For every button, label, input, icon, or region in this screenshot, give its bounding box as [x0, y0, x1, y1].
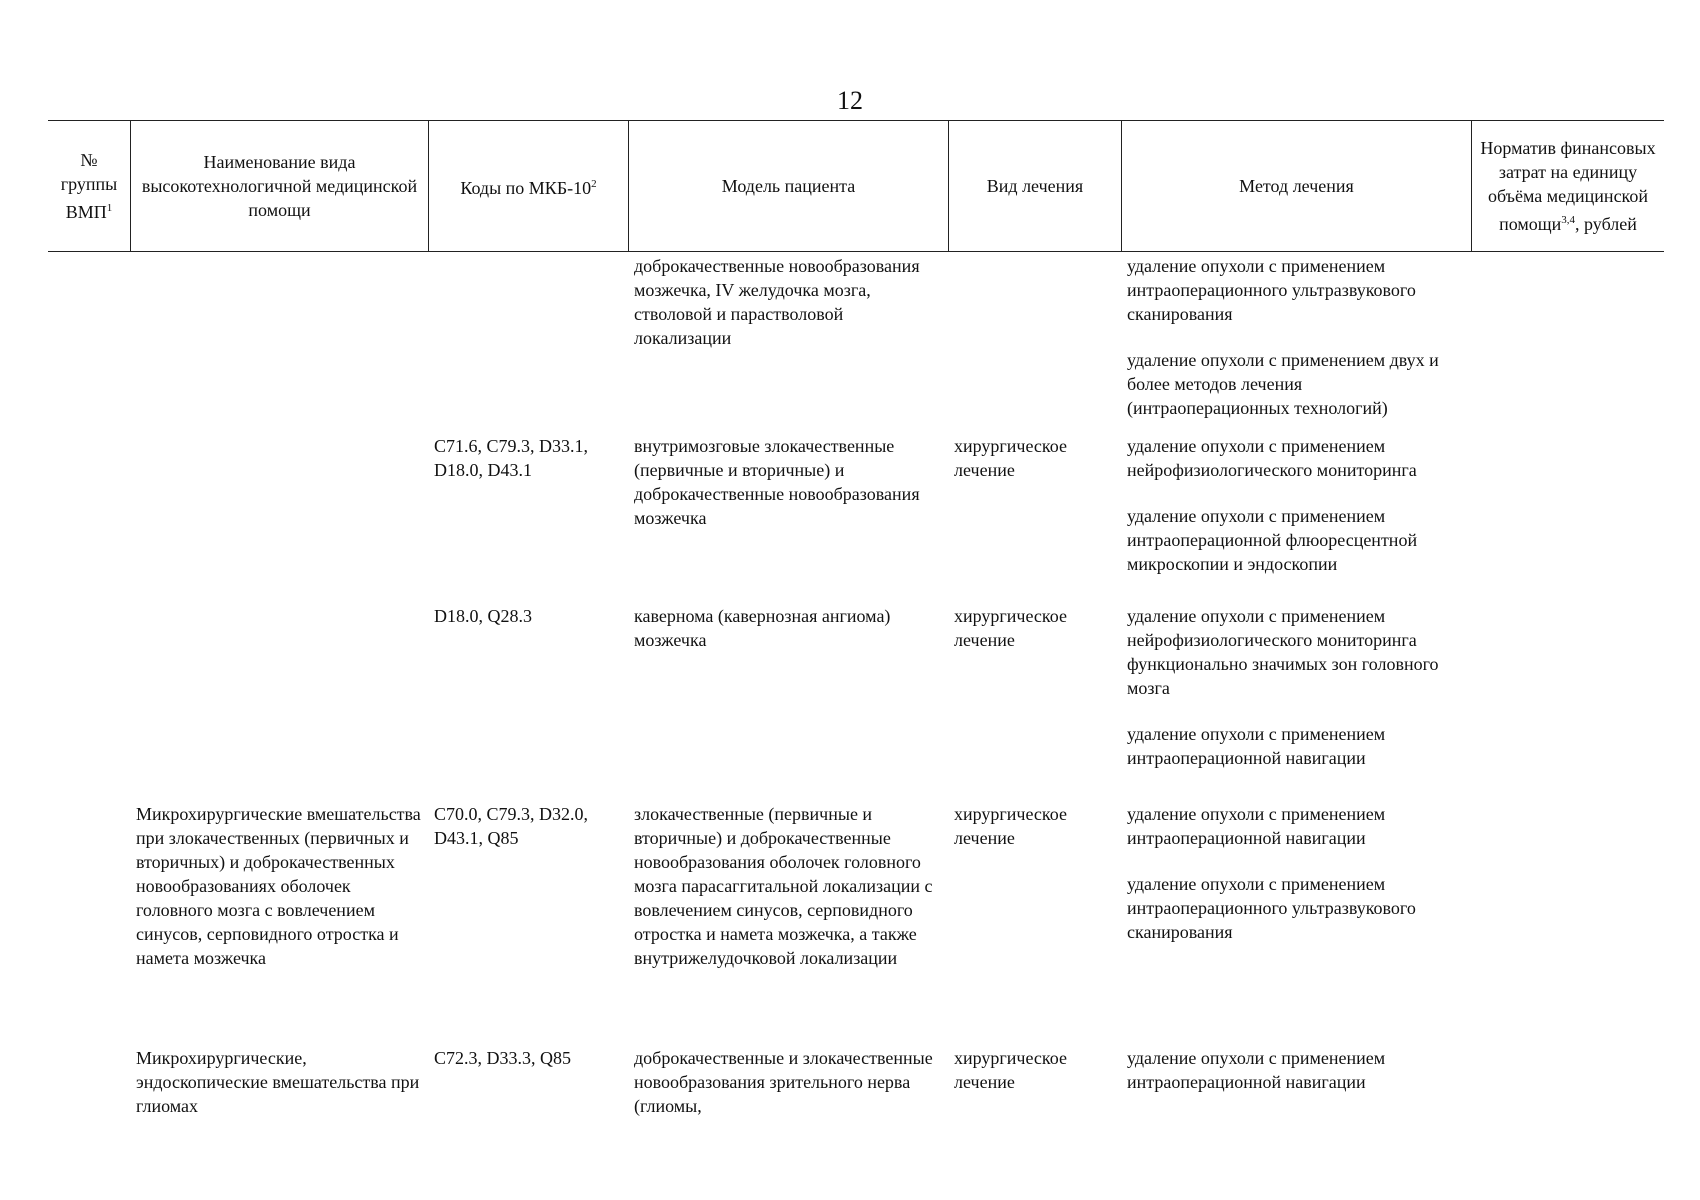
cell-treatment-type: хирургическое лечение: [954, 804, 1067, 848]
method-item: удаление опухоли с применением интраоперационной навигации: [1127, 1048, 1386, 1092]
header-cost-standard-label: Норматив финансовых затрат на единицу объёма медицинской помощи: [1480, 138, 1656, 234]
cell-patient-model: злокачественные (первичные и вторичные) и доброкачественные новообразования оболочек головного мозга парасаггитальной локализации с вовлечением синусов, серповидного отростка и намета мозжечка, а также внутрижелудочковой локализации: [634, 804, 933, 968]
method-item: удаление опухоли с применением интраоперационной навигации: [1127, 804, 1386, 848]
cell-icd-codes: C71.6, C79.3, D33.1, D18.0, D43.1: [434, 436, 589, 480]
method-item: удаление опухоли с применением интраоперационного ультразвукового сканирования: [1127, 256, 1416, 324]
method-item: удаление опухоли с применением двух и более методов лечения (интраоперационных технологий): [1127, 350, 1439, 418]
header-icd-codes-footnote: 2: [591, 178, 597, 190]
cell-treatment-method: [1121, 802, 1471, 1046]
cell-treatment-type: хирургическое лечение: [954, 1048, 1067, 1092]
cell-icd-codes: D18.0, Q28.3: [434, 606, 532, 626]
method-item: удаление опухоли с применением нейрофизиологического мониторинга функционально значимых зон головного мозга: [1127, 606, 1439, 698]
cell-care-type: [130, 434, 428, 604]
cell-cost: [1471, 434, 1664, 604]
header-group-number-footnote: 1: [106, 202, 113, 214]
header-cost-standard-footnote: 3,4: [1561, 214, 1576, 226]
cell-patient-model: внутримозговые злокачественные (первичные и вторичные) и доброкачественные новообразования мозжечка: [634, 436, 920, 528]
header-group-number: [48, 121, 130, 251]
cell-care-type: [130, 604, 428, 802]
cell-icd-codes: C70.0, C79.3, D32.0, D43.1, Q85: [434, 804, 589, 848]
header-cost-standard: [1471, 121, 1664, 251]
table-header: [48, 120, 1664, 252]
cell-care-type: [130, 254, 428, 434]
vmp-table: [48, 120, 1664, 1136]
cell-cost: [1471, 802, 1664, 1046]
header-patient-model: [628, 121, 948, 251]
table-row: [48, 604, 1664, 802]
cell-group: [48, 802, 130, 1046]
header-patient-model-label: Модель пациента: [721, 176, 856, 196]
method-item: удаление опухоли с применением нейрофизиологического мониторинга: [1127, 436, 1417, 480]
cell-care-type: Микрохирургические вмешательства при злокачественных (первичных и вторичных) и доброкачественных новообразованиях оболочек головного мозга с вовлечением синусов, серповидного отростка и намета мозжечка: [136, 804, 421, 968]
header-treatment-type-label: Вид лечения: [986, 176, 1084, 196]
cell-treatment-method: [1121, 254, 1471, 434]
page-number: 12: [837, 86, 863, 115]
header-group-number-label: № группы ВМП: [60, 150, 118, 222]
table-row: [48, 1046, 1664, 1136]
cell-care-type: Микрохирургические, эндоскопические вмешательства при глиомах: [136, 1048, 420, 1116]
cell-cost: [1471, 1046, 1664, 1136]
cell-treatment-method: [1121, 604, 1471, 802]
cell-patient-model: кавернома (кавернозная ангиома) мозжечка: [634, 606, 891, 650]
cell-treatment-method: [1121, 434, 1471, 604]
method-item: удаление опухоли с применением интраоперационного ультразвукового сканирования: [1127, 874, 1416, 942]
header-care-type: [130, 121, 428, 251]
cell-group: [48, 1046, 130, 1136]
header-treatment-type: [948, 121, 1121, 251]
header-treatment-method-label: Метод лечения: [1239, 176, 1354, 196]
cell-treatment-type: хирургическое лечение: [954, 606, 1067, 650]
header-care-type-label: Наименование вида высокотехнологичной медицинской помощи: [141, 152, 418, 220]
table-row: [48, 802, 1664, 1046]
cell-cost: [1471, 254, 1664, 434]
cell-patient-model: доброкачественные и злокачественные новообразования зрительного нерва (глиомы,: [634, 1048, 933, 1116]
cell-group: [48, 434, 130, 604]
header-icd-codes: [428, 121, 628, 251]
cell-group: [48, 604, 130, 802]
cell-patient-model: доброкачественные новообразования мозжечка, IV желудочка мозга, стволовой и парастволовой локализации: [634, 256, 920, 348]
header-icd-codes-label: Коды по МКБ-10: [460, 178, 592, 198]
method-item: удаление опухоли с применением интраоперационной навигации: [1127, 724, 1386, 768]
cell-treatment-type: хирургическое лечение: [954, 436, 1067, 480]
cell-cost: [1471, 604, 1664, 802]
cell-treatment-type: [948, 254, 1121, 434]
header-cost-standard-unit: , рублей: [1575, 214, 1637, 234]
cell-group: [48, 254, 130, 434]
cell-treatment-method: [1121, 1046, 1471, 1136]
method-item: удаление опухоли с применением интраоперационной флюоресцентной микроскопии и эндоскопии: [1127, 506, 1418, 574]
cell-icd-codes: C72.3, D33.3, Q85: [434, 1048, 572, 1068]
header-treatment-method: [1121, 121, 1471, 251]
table-row: [48, 434, 1664, 604]
table-row: [48, 252, 1664, 434]
cell-icd-codes: [428, 254, 628, 434]
